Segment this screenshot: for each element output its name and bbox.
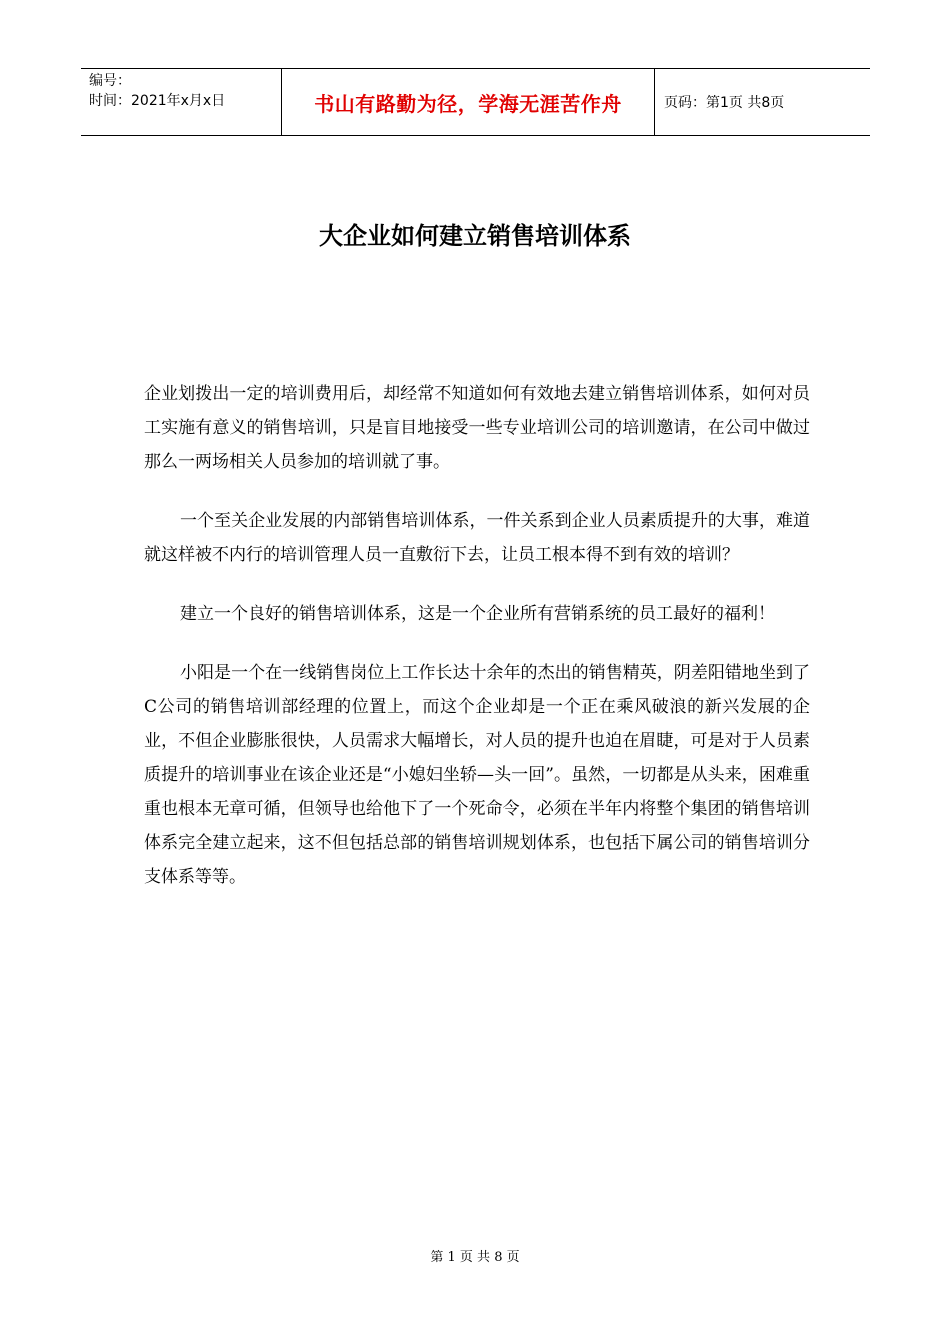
number-label: 编号： <box>89 73 131 89</box>
paragraph-3: 建立一个良好的销售培训体系，这是一个企业所有营销系统的员工最好的福利！ <box>180 604 775 624</box>
document-title: 大企业如何建立销售培训体系 <box>319 222 631 250</box>
paragraph-4: 小阳是一个在一线销售岗位上工作长达十余年的杰出的销售精英，阴差阳错地坐到了C公司的销售培训部经理的位置上，而这个企业却是一个正在乘风破浪的新兴发展的企业，不但企业膨胀很快，人员需求大幅增长，对人员的提升也迫在眉睫，可是对于人员素质提升的培训事业在该企业还是“小媳妇坐轿—头一回”。虽然，一切都是从头来，困难重重也根本无章可循，但领导也给他下了一个死命令，必须在半年内将整个集团的销售培训体系完全建立起来，这不但包括总部的销售培训规划体系，也包括下属公司的销售培训分支体系等等。 <box>144 663 810 887</box>
time-label: 时间：2021年x月x日 <box>89 93 226 109</box>
page-header <box>81 68 870 136</box>
header-meta <box>81 69 282 135</box>
page-footer: 第 1 页 共 8 页 <box>430 1250 520 1265</box>
paragraph-2: 一个至关企业发展的内部销售培训体系，一件关系到企业人员素质提升的大事，难道就这样被不内行的培训管理人员一直敷衍下去，让员工根本得不到有效的培训？ <box>144 511 810 565</box>
paragraph-1: 企业划拨出一定的培训费用后，却经常不知道如何有效地去建立销售培训体系，如何对员工实施有意义的销售培训，只是盲目地接受一些专业培训公司的培训邀请，在公司中做过那么一两场相关人员参加的培训就了事。 <box>144 384 810 472</box>
header-page-code: 页码：第1页 共8页 <box>664 95 785 111</box>
document-body <box>144 377 810 919</box>
header-motto: 书山有路勤为径，学海无涯苦作舟 <box>282 69 655 135</box>
